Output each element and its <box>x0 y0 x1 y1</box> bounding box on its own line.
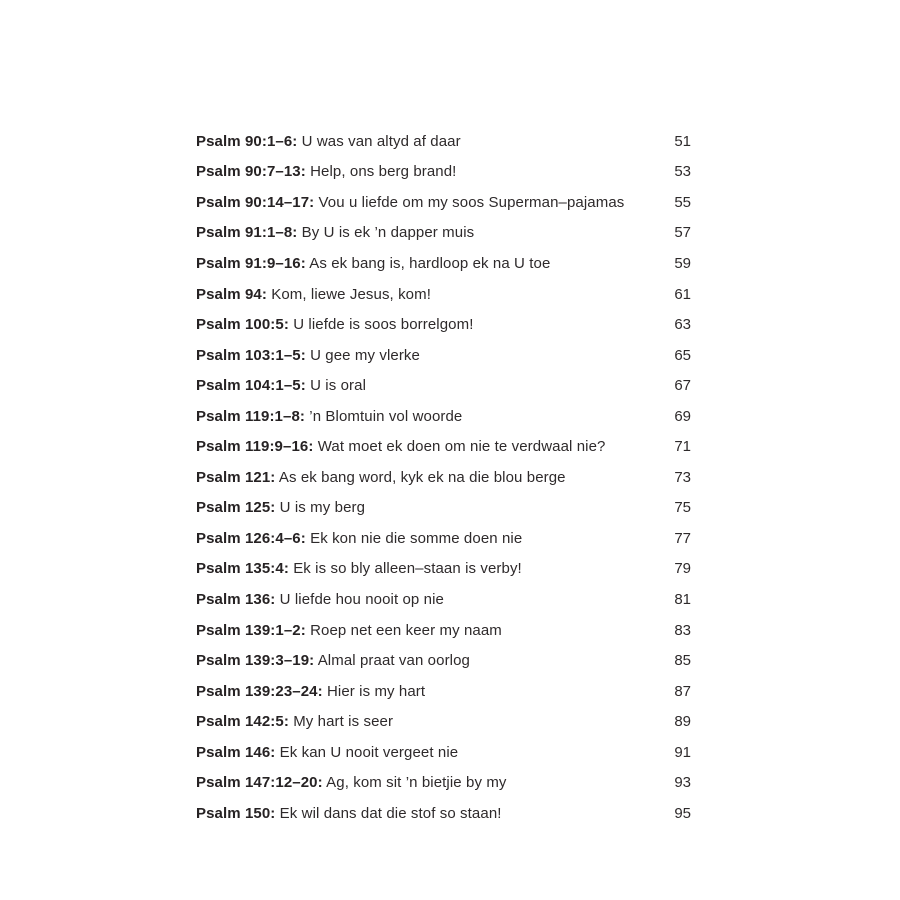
psalm-reference: Psalm 94: <box>196 285 267 303</box>
psalm-title: Hier is my hart <box>326 682 426 700</box>
psalm-reference: Psalm 136: <box>196 590 276 608</box>
psalm-title: Ek wil dans dat die stof so staan! <box>279 804 502 822</box>
psalm-reference: Psalm 142:5: <box>196 713 289 731</box>
toc-entry <box>196 798 691 829</box>
page-number: 69 <box>674 407 691 425</box>
page-number: 79 <box>674 560 691 578</box>
psalm-reference: Psalm 119:1–8: <box>196 407 305 425</box>
toc-entry-label <box>196 774 507 791</box>
psalm-title: U is oral <box>310 377 367 395</box>
toc-entry <box>196 676 691 707</box>
page-number: 87 <box>674 682 691 700</box>
toc-entry-label <box>196 530 522 547</box>
toc-entry-label <box>196 133 461 150</box>
toc-entry <box>196 309 691 340</box>
page-number: 65 <box>674 346 691 364</box>
psalm-title: Vou u liefde om my soos Superman–pajamas <box>318 193 625 211</box>
toc-entry <box>196 767 691 798</box>
toc-entry-label <box>196 438 605 455</box>
page-number: 93 <box>674 774 691 792</box>
toc-entry-label <box>196 469 566 486</box>
psalm-reference: Psalm 90:7–13: <box>196 163 306 181</box>
page-number: 57 <box>674 224 691 242</box>
toc-entry-label <box>196 622 502 639</box>
page-number: 51 <box>674 132 691 150</box>
psalm-reference: Psalm 90:1–6: <box>196 132 298 150</box>
page-number: 75 <box>674 499 691 517</box>
toc-entry <box>196 248 691 279</box>
psalm-reference: Psalm 104:1–5: <box>196 377 306 395</box>
page-number: 59 <box>674 254 691 272</box>
psalm-title: U gee my vlerke <box>310 346 420 364</box>
toc-entry-label <box>196 560 522 577</box>
toc-entry <box>196 462 691 493</box>
page-number: 77 <box>674 529 691 547</box>
toc-entry <box>196 431 691 462</box>
toc-entry <box>196 157 691 188</box>
psalm-title: Roep net een keer my naam <box>310 621 502 639</box>
psalm-reference: Psalm 135:4: <box>196 560 289 578</box>
page-number: 89 <box>674 713 691 731</box>
toc-entry <box>196 187 691 218</box>
toc-entry-label <box>196 347 420 364</box>
page-number: 95 <box>674 804 691 822</box>
psalm-reference: Psalm 150: <box>196 804 276 822</box>
toc-entry <box>196 370 691 401</box>
page-number: 61 <box>674 285 691 303</box>
toc-entry <box>196 737 691 768</box>
toc-entry-label <box>196 683 425 700</box>
psalm-reference: Psalm 125: <box>196 499 276 517</box>
psalm-title: As ek bang is, hardloop ek na U toe <box>309 254 551 272</box>
page-number: 53 <box>674 163 691 181</box>
toc-entry <box>196 218 691 249</box>
psalm-reference: Psalm 139:3–19: <box>196 652 315 670</box>
toc-entry <box>196 523 691 554</box>
page-number: 85 <box>674 652 691 670</box>
toc-entry-label <box>196 652 470 669</box>
toc-entry-label <box>196 377 366 394</box>
toc-entry <box>196 584 691 615</box>
psalm-reference: Psalm 90:14–17: <box>196 193 315 211</box>
psalm-title: U liefde hou nooit op nie <box>279 590 444 608</box>
toc-entry-label <box>196 805 502 822</box>
psalm-title: By U is ek ’n dapper muis <box>301 224 475 242</box>
page-number: 91 <box>674 743 691 761</box>
psalm-reference: Psalm 147:12–20: <box>196 774 323 792</box>
psalm-title: U was van altyd af daar <box>301 132 461 150</box>
toc-entry <box>196 126 691 157</box>
toc-entry-label <box>196 713 393 730</box>
psalm-title: ’n Blomtuin vol woorde <box>309 407 463 425</box>
page-number: 73 <box>674 468 691 486</box>
toc-entry-label <box>196 163 456 180</box>
toc-entry-label <box>196 194 624 211</box>
toc-entry-label <box>196 316 473 333</box>
toc-entry <box>196 554 691 585</box>
toc-entry-label <box>196 255 550 272</box>
psalm-title: Kom, liewe Jesus, kom! <box>271 285 431 303</box>
toc-entry-label <box>196 591 444 608</box>
page-number: 63 <box>674 316 691 334</box>
psalm-title: U is my berg <box>279 499 366 517</box>
psalm-title: U liefde is soos borrelgom! <box>293 316 474 334</box>
toc-entry-label <box>196 408 462 425</box>
psalm-title: Ek kan U nooit vergeet nie <box>279 743 459 761</box>
toc-entry-label <box>196 286 431 303</box>
psalm-title: Ek is so bly alleen–staan is verby! <box>293 560 522 578</box>
toc-entry <box>196 493 691 524</box>
page-number: 83 <box>674 621 691 639</box>
toc-entry <box>196 615 691 646</box>
psalm-title: As ek bang word, kyk ek na die blou berge <box>278 468 566 486</box>
psalm-title: Help, ons berg brand! <box>310 163 457 181</box>
psalm-reference: Psalm 139:23–24: <box>196 682 323 700</box>
psalm-reference: Psalm 146: <box>196 743 276 761</box>
psalm-reference: Psalm 91:9–16: <box>196 254 306 272</box>
toc-entry <box>196 645 691 676</box>
toc-entry <box>196 279 691 310</box>
psalm-title: My hart is seer <box>293 713 394 731</box>
psalm-reference: Psalm 121: <box>196 468 276 486</box>
page-number: 55 <box>674 193 691 211</box>
psalm-title: Almal praat van oorlog <box>317 652 470 670</box>
toc-entry <box>196 706 691 737</box>
toc-entry-label <box>196 499 365 516</box>
psalm-reference: Psalm 91:1–8: <box>196 224 298 242</box>
psalm-reference: Psalm 103:1–5: <box>196 346 306 364</box>
toc-entry <box>196 401 691 432</box>
psalm-title: Wat moet ek doen om nie te verdwaal nie? <box>317 438 606 456</box>
page-number: 81 <box>674 590 691 608</box>
psalm-reference: Psalm 100:5: <box>196 316 289 334</box>
page-number: 67 <box>674 377 691 395</box>
toc-entry-label <box>196 224 474 241</box>
toc-entry <box>196 340 691 371</box>
table-of-contents <box>196 126 691 829</box>
psalm-title: Ek kon nie die somme doen nie <box>310 529 523 547</box>
toc-entry-label <box>196 744 458 761</box>
psalm-title: Ag, kom sit ’n bietjie by my <box>326 774 507 792</box>
page-number: 71 <box>674 438 691 456</box>
psalm-reference: Psalm 126:4–6: <box>196 529 306 547</box>
psalm-reference: Psalm 139:1–2: <box>196 621 306 639</box>
psalm-reference: Psalm 119:9–16: <box>196 438 314 456</box>
